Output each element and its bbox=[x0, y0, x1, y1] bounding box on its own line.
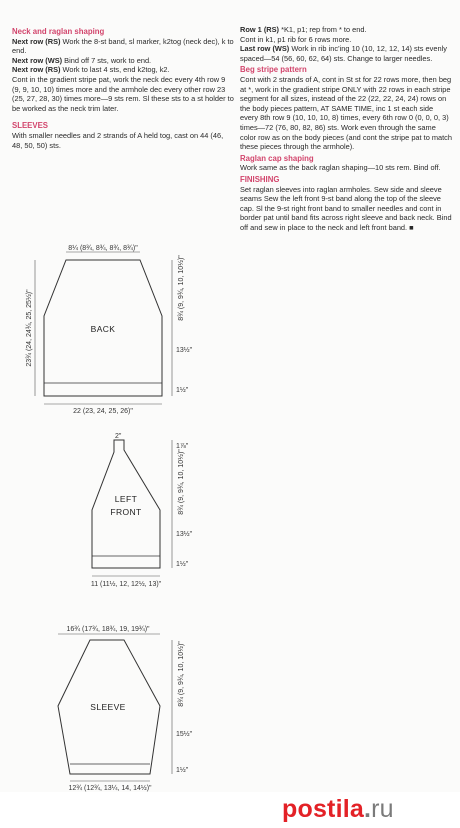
logo-dot: . bbox=[363, 795, 372, 823]
sleeve-bottom-dim: 12¾ (12¾, 13¼, 14, 14½)" bbox=[68, 785, 152, 792]
instruction-last-row: Last row (WS) Work in rib inc’ing 10 (10, 12, 12, 14) sts evenly spaced—54 (56, 60, 62, 64) sts. Change to larger needles. bbox=[240, 44, 447, 63]
back-length-dim: 23¾ (24, 24¾, 25, 25½)" bbox=[26, 289, 33, 367]
stripe-pattern-heading: Beg stripe pattern bbox=[240, 65, 307, 75]
sleeve-length-dim: 15½" bbox=[176, 731, 193, 738]
instruction-sleeves-cast-on: With smaller needles and 2 strands of A held tog, cast on 44 (46, 48, 50, 50) sts. bbox=[12, 130, 224, 150]
left-front-outline bbox=[92, 440, 160, 568]
sleeves-heading: SLEEVES bbox=[12, 121, 48, 131]
back-top-dim: 8¼ (8¾, 8¾, 8¾, 8¾)" bbox=[68, 245, 138, 252]
sleeve-top-dim: 16¾ (17¾, 18¾, 19, 19¾)" bbox=[66, 626, 150, 633]
instruction-rib: Cont in k1, p1 rib for 6 rows more. bbox=[240, 34, 352, 44]
back-schematic bbox=[0, 240, 236, 415]
instruction-finishing: Set raglan sleeves into raglan armholes. Sew side and sleeve seams Sew the left front 9-st band along the top of the sleeve cap. Sl the 9-st right front band to smaller needles and cont in border pat until band fits across right sleeve and back neck. Bind off and sew in place to the neck and left front band. ■ bbox=[240, 184, 452, 232]
right-column bbox=[240, 25, 452, 232]
raglan-cap-heading: Raglan cap shaping bbox=[240, 153, 314, 163]
instruction-stripe-pattern: Cont with 2 strands of A, cont in St st for 22 rows more, then beg at *, work in the gradient stripe ONLY with 22 rows in each stripe segment for all sizes, instead of the 22 (22, 22, 24, 24) rows on the body pieces pattern, AT SAME TIME, inc 1 st each side every 8th row 9 (10, 10, 10, 8) times, every 6th row 0 (0, 0, 0, 3) times—72 (76, 80, 82, 86) sts. Work even through the same color row as on the body pieces (and cont the stripe pat to match these pieces through the armhole). bbox=[240, 74, 452, 152]
back-rib-dim: 1½" bbox=[176, 387, 189, 394]
instruction-next-row-rs-1: Next row (RS) Work the 8-st band, sl marker, k2tog (neck dec), k to end. bbox=[12, 36, 234, 56]
sleeve-cap-dim: 8¾ (9, 9¾, 10, 10½)" bbox=[178, 641, 185, 707]
neck-raglan-heading: Neck and raglan shaping bbox=[12, 27, 105, 36]
front-neck-dim: 1⅞" bbox=[176, 443, 189, 450]
front-armhole-dim: 8¾ (9, 9¾, 10, 10½)" bbox=[178, 449, 185, 515]
left-front-label-1: LEFT bbox=[114, 494, 138, 504]
back-side-dim: 13½" bbox=[176, 347, 193, 354]
left-column bbox=[12, 25, 234, 150]
front-rib-dim: 1½" bbox=[176, 561, 189, 568]
sleeve-schematic bbox=[0, 624, 236, 792]
left-front-label-2: FRONT bbox=[110, 507, 142, 517]
back-bottom-dim: 22 (23, 24, 25, 26)" bbox=[73, 408, 133, 415]
instruction-row-1: Row 1 (RS) *K1, p1; rep from * to end. bbox=[240, 25, 367, 34]
front-bottom-dim: 11 (11½, 12, 12½, 13)" bbox=[90, 581, 162, 588]
front-band-dim: 2" bbox=[115, 433, 122, 440]
logo-tld: ru bbox=[371, 795, 394, 823]
logo-brand: postila bbox=[282, 795, 364, 823]
left-front-schematic bbox=[0, 433, 236, 595]
finishing-heading: FINISHING bbox=[240, 174, 280, 184]
back-label: BACK bbox=[90, 324, 116, 334]
sleeve-label: SLEEVE bbox=[90, 702, 126, 712]
site-logo[interactable] bbox=[282, 792, 394, 826]
sleeve-rib-dim: 1½" bbox=[176, 767, 189, 774]
instruction-next-row-rs-2: Next row (RS) Work to last 4 sts, end k2tog, k2. bbox=[12, 65, 170, 75]
back-armhole-dim: 8¾ (9, 9¾, 10, 10½)" bbox=[178, 255, 185, 321]
front-side-dim: 13½" bbox=[176, 531, 193, 538]
instruction-raglan-cap: Work same as the back raglan shaping—10 sts rem. Bind off. bbox=[240, 163, 441, 173]
instruction-gradient-stripe: Cont in the gradient stripe pat, work the neck dec every 4th row 9 (9, 9, 10, 10) times more and the armhole dec every other row 23 (25, 27, 28, 30) times more—9 sts rem. Sl these sts to a st holder to be worked as the neck trim later. bbox=[12, 74, 234, 113]
instruction-next-row-ws: Next row (WS) Bind off 7 sts, work to end. bbox=[12, 55, 152, 65]
